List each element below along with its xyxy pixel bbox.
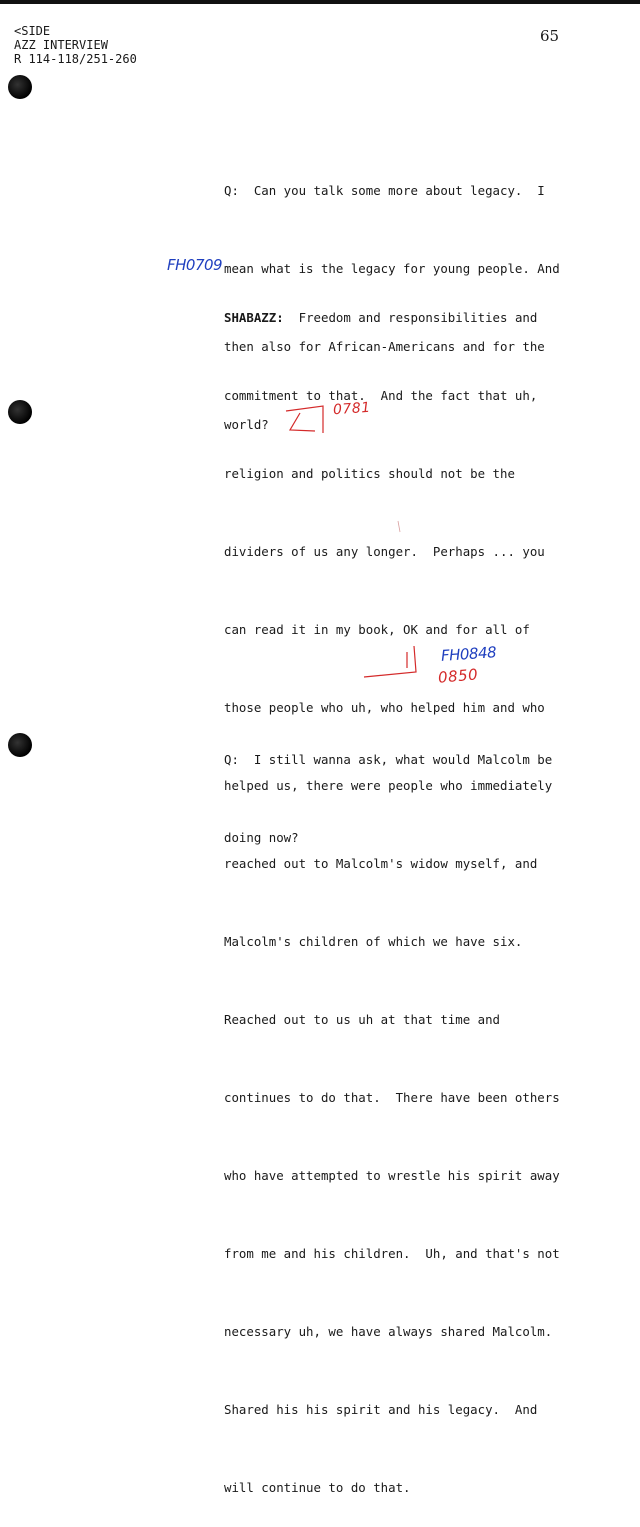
handwritten-timecode-start: FH0709 [167, 256, 223, 274]
speaker-label: SHABAZZ: [224, 310, 284, 325]
answer-line: reached out to Malcolm's widow myself, and [224, 856, 538, 871]
shabazz-answer [224, 253, 569, 1527]
page-number: 65 [540, 27, 560, 45]
answer-line: will continue to do that. [224, 1480, 411, 1495]
question-2-line: Q: I still wanna ask, what would Malcolm be [224, 752, 553, 767]
answer-line: who have attempted to wrestle his spirit away [224, 1168, 560, 1183]
answer-line: religion and politics should not be the [224, 466, 515, 481]
answer-first-line [224, 305, 569, 331]
question-1-line: then also for African-Americans and for the [224, 339, 545, 354]
punch-hole-bottom [8, 733, 32, 757]
answer-line: can read it in my book, OK and for all of [224, 622, 530, 637]
answer-line: necessary uh, we have always shared Malcolm. [224, 1324, 553, 1339]
answer-line: dividers of us any longer. Perhaps ... you [224, 544, 545, 559]
question-2 [224, 695, 569, 877]
answer-line: helped us, there were people who immediately [224, 778, 553, 793]
answer-line: Malcolm's children of which we have six. [224, 934, 523, 949]
header-title-line-1: <SIDE [14, 24, 51, 38]
punch-hole-middle [8, 400, 32, 424]
handwritten-red-timecode-1: 0781 [332, 399, 372, 419]
answer-line: continues to do that. There have been others [224, 1090, 560, 1105]
punch-hole-top [8, 75, 32, 99]
answer-line: commitment to that. And the fact that uh, [224, 388, 538, 403]
answer-first-line-text: Freedom and responsibilities and [283, 310, 538, 325]
header-title-line-2: AZZ INTERVIEW [14, 38, 108, 52]
question-1-line: Q: Can you talk some more about legacy. I [224, 183, 545, 198]
handwritten-timecode-end: FH0848 [440, 643, 497, 665]
answer-line: Shared his his spirit and his legacy. And [224, 1402, 538, 1417]
question-1-line: world? [224, 417, 269, 432]
question-2-line: doing now? [224, 830, 299, 845]
header-roll-line: R 114-118/251-260 [14, 52, 137, 66]
answer-line: those people who uh, who helped him and who [224, 700, 545, 715]
question-1-line: mean what is the legacy for young people. And [224, 261, 560, 276]
answer-line: from me and his children. Uh, and that's not [224, 1246, 560, 1261]
answer-line: Reached out to us uh at that time and [224, 1012, 501, 1027]
page-top-edge [0, 0, 640, 4]
handwritten-red-timecode-2: 0850 [437, 665, 479, 687]
